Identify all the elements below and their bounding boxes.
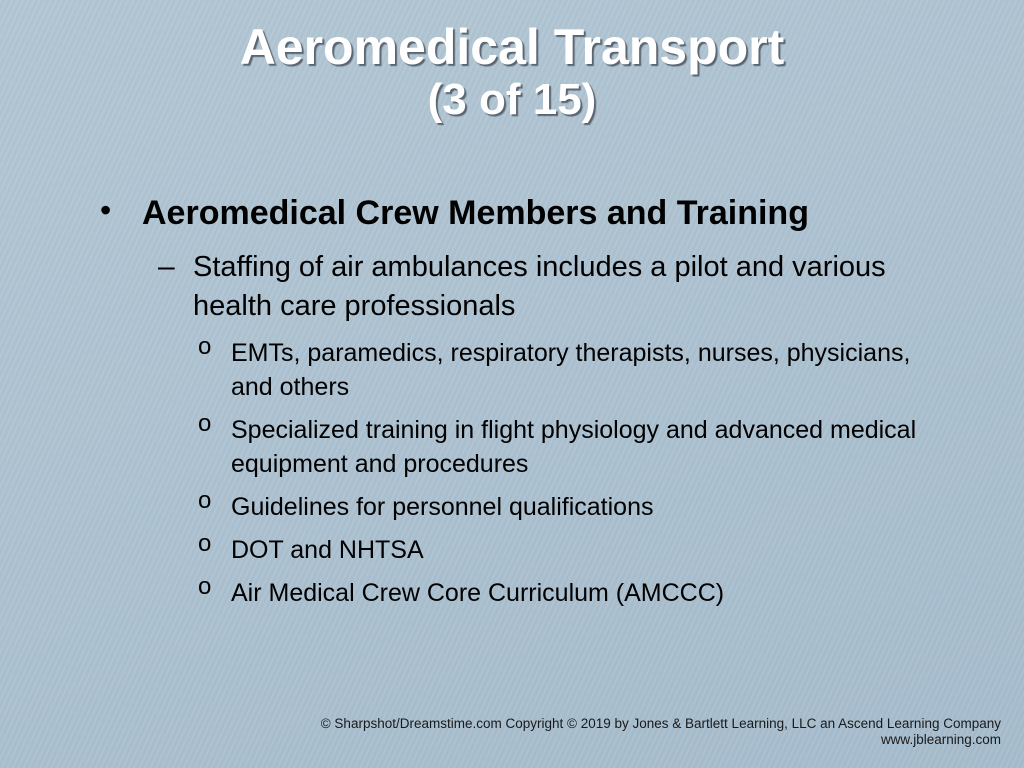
circle-bullet-icon: o: [198, 410, 212, 437]
list-item-text: EMTs, paramedics, respiratory therapists, nurses, physicians, and others: [231, 339, 911, 401]
list-item-text: Guidelines for personnel qualifications: [231, 493, 654, 521]
list-item: [198, 573, 918, 610]
circle-bullet-icon: o: [198, 573, 212, 600]
circle-bullet-icon: o: [198, 333, 212, 360]
list-item-text: Specialized training in flight physiology and advanced medical equipment and procedures: [231, 416, 917, 478]
bullet-level-2-text: Staffing of air ambulances includes a pilot and various health care professionals: [193, 251, 886, 322]
slide-subtitle: (3 of 15): [427, 75, 597, 124]
circle-bullet-icon: o: [198, 487, 212, 514]
list-item: [198, 487, 918, 524]
list-item: [198, 410, 918, 481]
dash-icon: –: [158, 250, 175, 283]
title-block: [0, 20, 1024, 126]
list-item-text: DOT and NHTSA: [231, 536, 424, 564]
list-item: [198, 333, 918, 404]
footer: [321, 716, 1001, 748]
slide-content: [0, 190, 1024, 630]
bullet-level-1-text: Aeromedical Crew Members and Training: [142, 194, 809, 232]
circle-bullet-icon: o: [198, 530, 212, 557]
copyright-notice: © Sharpshot/Dreamstime.com Copyright © 2019 by Jones & Bartlett Learning, LLC an Ascend Learning Company: [320, 716, 1001, 731]
bullet-dot-icon: •: [100, 192, 112, 228]
list-item-text: Air Medical Crew Core Curriculum (AMCCC): [231, 579, 725, 607]
list-item: [198, 530, 918, 567]
website-link: www.jblearning.com: [880, 732, 1001, 747]
bullet-level-3-list: [198, 333, 918, 619]
slide-title: Aeromedical Transport: [239, 19, 785, 75]
